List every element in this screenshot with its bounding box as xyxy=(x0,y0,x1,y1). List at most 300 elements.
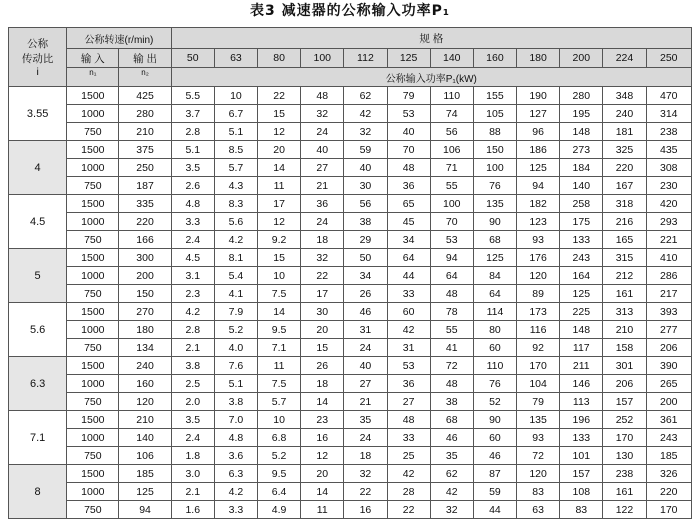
power-cell: 62 xyxy=(344,87,387,105)
power-cell: 14 xyxy=(301,483,344,501)
power-cell: 313 xyxy=(603,303,646,321)
input-speed-cell: 1500 xyxy=(67,195,119,213)
power-cell: 33 xyxy=(387,429,430,447)
input-speed-cell: 1000 xyxy=(67,267,119,285)
power-cell: 5.6 xyxy=(214,213,257,231)
table-row xyxy=(9,123,692,141)
power-cell: 5.1 xyxy=(214,375,257,393)
power-cell: 48 xyxy=(430,285,473,303)
power-cell: 100 xyxy=(430,195,473,213)
power-cell: 64 xyxy=(430,267,473,285)
power-cell: 7.5 xyxy=(258,285,301,303)
power-cell: 170 xyxy=(646,501,691,519)
power-cell: 3.7 xyxy=(171,105,214,123)
table-body xyxy=(9,87,692,519)
power-cell: 186 xyxy=(517,141,560,159)
power-cell: 45 xyxy=(387,213,430,231)
power-cell: 4.2 xyxy=(214,231,257,249)
power-cell: 34 xyxy=(344,267,387,285)
power-cell: 22 xyxy=(258,87,301,105)
size-header: 160 xyxy=(473,49,516,68)
power-cell: 217 xyxy=(646,285,691,303)
power-cell: 7.5 xyxy=(258,375,301,393)
input-speed-cell: 750 xyxy=(67,177,119,195)
size-header: 100 xyxy=(301,49,344,68)
output-speed-cell: 94 xyxy=(119,501,171,519)
table-header xyxy=(9,28,692,87)
power-cell: 200 xyxy=(646,393,691,411)
table-row xyxy=(9,249,692,267)
power-cell: 22 xyxy=(301,267,344,285)
power-cell: 94 xyxy=(517,177,560,195)
output-speed-cell: 300 xyxy=(119,249,171,267)
power-cell: 40 xyxy=(301,141,344,159)
power-cell: 123 xyxy=(517,213,560,231)
power-cell: 71 xyxy=(430,159,473,177)
power-cell: 42 xyxy=(387,465,430,483)
power-cell: 34 xyxy=(387,231,430,249)
power-cell: 60 xyxy=(473,339,516,357)
power-cell: 206 xyxy=(646,339,691,357)
size-header: 224 xyxy=(603,49,646,68)
ratio-cell: 7.1 xyxy=(9,411,67,465)
output-speed-cell: 150 xyxy=(119,285,171,303)
power-cell: 318 xyxy=(603,195,646,213)
power-cell: 3.3 xyxy=(171,213,214,231)
power-cell: 243 xyxy=(646,429,691,447)
ratio-header-line2: 传动比 xyxy=(21,53,54,65)
power-cell: 190 xyxy=(517,87,560,105)
power-cell: 122 xyxy=(603,501,646,519)
power-cell: 220 xyxy=(646,483,691,501)
ratio-cell: 6.3 xyxy=(9,357,67,411)
input-speed-cell: 1000 xyxy=(67,213,119,231)
power-cell: 32 xyxy=(344,465,387,483)
power-cell: 2.4 xyxy=(171,231,214,249)
power-cell: 9.5 xyxy=(258,321,301,339)
n1-symbol: n₁ xyxy=(67,68,119,87)
input-speed-cell: 750 xyxy=(67,447,119,465)
output-speed-cell: 166 xyxy=(119,231,171,249)
power-cell: 293 xyxy=(646,213,691,231)
power-cell: 470 xyxy=(646,87,691,105)
power-cell: 100 xyxy=(473,159,516,177)
power-cell: 16 xyxy=(344,501,387,519)
power-cell: 105 xyxy=(473,105,516,123)
power-cell: 3.5 xyxy=(171,159,214,177)
power-cell: 70 xyxy=(387,141,430,159)
power-cell: 5.2 xyxy=(258,447,301,465)
input-speed-cell: 1000 xyxy=(67,321,119,339)
power-cell: 212 xyxy=(603,267,646,285)
power-cell: 120 xyxy=(517,465,560,483)
power-cell: 35 xyxy=(344,411,387,429)
table-row xyxy=(9,267,692,285)
power-cell: 2.8 xyxy=(171,123,214,141)
power-cell: 83 xyxy=(560,501,603,519)
input-speed-cell: 1500 xyxy=(67,141,119,159)
power-cell: 116 xyxy=(517,321,560,339)
table-row xyxy=(9,411,692,429)
power-cell: 26 xyxy=(344,285,387,303)
power-cell: 157 xyxy=(603,393,646,411)
table-row xyxy=(9,339,692,357)
power-cell: 27 xyxy=(301,159,344,177)
power-cell: 125 xyxy=(560,285,603,303)
power-cell: 280 xyxy=(560,87,603,105)
power-cell: 2.1 xyxy=(171,483,214,501)
table-row xyxy=(9,483,692,501)
power-cell: 167 xyxy=(603,177,646,195)
power-cell: 41 xyxy=(430,339,473,357)
power-cell: 176 xyxy=(517,249,560,267)
power-cell: 170 xyxy=(603,429,646,447)
power-cell: 87 xyxy=(473,465,516,483)
table-row xyxy=(9,447,692,465)
power-cell: 89 xyxy=(517,285,560,303)
power-cell: 21 xyxy=(301,177,344,195)
power-cell: 146 xyxy=(560,375,603,393)
power-cell: 46 xyxy=(473,447,516,465)
output-speed-cell: 180 xyxy=(119,321,171,339)
power-cell: 30 xyxy=(344,177,387,195)
power-cell: 50 xyxy=(344,249,387,267)
table-row xyxy=(9,105,692,123)
power-cell: 155 xyxy=(473,87,516,105)
power-cell: 3.8 xyxy=(171,357,214,375)
power-cell: 265 xyxy=(646,375,691,393)
output-speed-cell: 140 xyxy=(119,429,171,447)
power-cell: 7.9 xyxy=(214,303,257,321)
power-cell: 3.8 xyxy=(214,393,257,411)
power-cell: 78 xyxy=(430,303,473,321)
input-speed-cell: 750 xyxy=(67,123,119,141)
power-cell: 410 xyxy=(646,249,691,267)
power-cell: 59 xyxy=(344,141,387,159)
size-header: 63 xyxy=(214,49,257,68)
power-cell: 22 xyxy=(344,483,387,501)
power-cell: 23 xyxy=(301,411,344,429)
output-speed-cell: 425 xyxy=(119,87,171,105)
power-cell: 72 xyxy=(517,447,560,465)
power-cell: 93 xyxy=(517,231,560,249)
power-cell: 11 xyxy=(301,501,344,519)
output-speed-cell: 200 xyxy=(119,267,171,285)
output-speed-cell: 375 xyxy=(119,141,171,159)
power-cell: 79 xyxy=(517,393,560,411)
table-row xyxy=(9,213,692,231)
power-cell: 286 xyxy=(646,267,691,285)
power-cell: 4.3 xyxy=(214,177,257,195)
power-cell: 53 xyxy=(387,105,430,123)
power-cell: 277 xyxy=(646,321,691,339)
power-cell: 65 xyxy=(387,195,430,213)
input-speed-cell: 1000 xyxy=(67,105,119,123)
ratio-header xyxy=(9,28,67,87)
power-cell: 120 xyxy=(517,267,560,285)
power-cell: 258 xyxy=(560,195,603,213)
power-cell: 5.7 xyxy=(214,159,257,177)
power-cell: 27 xyxy=(387,393,430,411)
power-cell: 140 xyxy=(560,177,603,195)
power-cell: 30 xyxy=(301,303,344,321)
power-cell: 7.0 xyxy=(214,411,257,429)
power-cell: 26 xyxy=(301,357,344,375)
power-cell: 79 xyxy=(387,87,430,105)
power-cell: 18 xyxy=(301,375,344,393)
power-cell: 133 xyxy=(560,231,603,249)
power-cell: 420 xyxy=(646,195,691,213)
power-cell: 27 xyxy=(344,375,387,393)
power-cell: 42 xyxy=(387,321,430,339)
power-cell: 31 xyxy=(387,339,430,357)
power-cell: 243 xyxy=(560,249,603,267)
power-cell: 12 xyxy=(258,213,301,231)
output-speed-cell: 210 xyxy=(119,123,171,141)
output-speed-cell: 125 xyxy=(119,483,171,501)
power-cell: 206 xyxy=(603,375,646,393)
power-cell: 32 xyxy=(344,123,387,141)
size-header: 200 xyxy=(560,49,603,68)
power-cell: 44 xyxy=(387,267,430,285)
power-cell: 308 xyxy=(646,159,691,177)
power-cell: 161 xyxy=(603,483,646,501)
output-speed-cell: 250 xyxy=(119,159,171,177)
power-cell: 221 xyxy=(646,231,691,249)
output-speed-cell: 210 xyxy=(119,411,171,429)
power-cell: 80 xyxy=(473,321,516,339)
power-cell: 1.6 xyxy=(171,501,214,519)
output-speed-cell: 160 xyxy=(119,375,171,393)
power-cell: 55 xyxy=(430,177,473,195)
input-speed-cell: 1500 xyxy=(67,303,119,321)
power-cell: 21 xyxy=(344,393,387,411)
power-cell: 63 xyxy=(517,501,560,519)
power-cell: 2.4 xyxy=(171,429,214,447)
power-cell: 74 xyxy=(430,105,473,123)
size-header: 180 xyxy=(517,49,560,68)
power-cell: 29 xyxy=(344,231,387,249)
power-cell: 14 xyxy=(258,159,301,177)
n2-symbol: n₂ xyxy=(119,68,171,87)
power-cell: 2.8 xyxy=(171,321,214,339)
power-cell: 325 xyxy=(603,141,646,159)
power-cell: 68 xyxy=(473,231,516,249)
power-cell: 314 xyxy=(646,105,691,123)
power-cell: 108 xyxy=(560,483,603,501)
output-speed-cell: 270 xyxy=(119,303,171,321)
power-cell: 40 xyxy=(344,159,387,177)
power-cell: 125 xyxy=(473,249,516,267)
power-cell: 161 xyxy=(603,285,646,303)
power-cell: 170 xyxy=(517,357,560,375)
power-cell: 175 xyxy=(560,213,603,231)
power-cell: 76 xyxy=(473,375,516,393)
output-speed-cell: 220 xyxy=(119,213,171,231)
power-cell: 64 xyxy=(387,249,430,267)
power-cell: 17 xyxy=(258,195,301,213)
table-row xyxy=(9,465,692,483)
power-cell: 130 xyxy=(603,447,646,465)
table-row xyxy=(9,87,692,105)
power-cell: 24 xyxy=(344,339,387,357)
input-speed-cell: 750 xyxy=(67,231,119,249)
power-cell: 60 xyxy=(387,303,430,321)
input-speed-cell: 1000 xyxy=(67,375,119,393)
size-header: 50 xyxy=(171,49,214,68)
power-cell: 210 xyxy=(603,321,646,339)
power-cell: 96 xyxy=(517,123,560,141)
ratio-cell: 8 xyxy=(9,465,67,519)
power-cell: 2.5 xyxy=(171,375,214,393)
table-row xyxy=(9,159,692,177)
power-cell: 5.7 xyxy=(258,393,301,411)
input-speed-cell: 1500 xyxy=(67,411,119,429)
power-cell: 7.6 xyxy=(214,357,257,375)
power-cell: 3.3 xyxy=(214,501,257,519)
power-cell: 211 xyxy=(560,357,603,375)
power-cell: 48 xyxy=(430,375,473,393)
power-cell: 10 xyxy=(258,267,301,285)
power-cell: 90 xyxy=(473,213,516,231)
power-cell: 301 xyxy=(603,357,646,375)
spec-header: 规 格 xyxy=(171,28,691,49)
power-cell: 125 xyxy=(517,159,560,177)
power-cell: 28 xyxy=(387,483,430,501)
power-cell: 6.3 xyxy=(214,465,257,483)
table-row xyxy=(9,285,692,303)
power-cell: 48 xyxy=(387,159,430,177)
power-cell: 38 xyxy=(430,393,473,411)
power-cell: 127 xyxy=(517,105,560,123)
power-cell: 181 xyxy=(603,123,646,141)
input-speed-header: 输 入 xyxy=(67,49,119,68)
ratio-header-line3: i xyxy=(36,66,39,78)
power-cell: 6.4 xyxy=(258,483,301,501)
power-cell: 106 xyxy=(430,141,473,159)
power-cell: 32 xyxy=(301,249,344,267)
power-cell: 14 xyxy=(301,393,344,411)
power-cell: 8.3 xyxy=(214,195,257,213)
power-cell: 12 xyxy=(301,447,344,465)
power-cell: 435 xyxy=(646,141,691,159)
input-speed-cell: 1000 xyxy=(67,483,119,501)
power-cell: 3.1 xyxy=(171,267,214,285)
power-cell: 2.3 xyxy=(171,285,214,303)
power-cell: 101 xyxy=(560,447,603,465)
power-cell: 3.0 xyxy=(171,465,214,483)
power-cell: 88 xyxy=(473,123,516,141)
table-row xyxy=(9,141,692,159)
power-cell: 4.2 xyxy=(171,303,214,321)
power-cell: 20 xyxy=(301,321,344,339)
table-row xyxy=(9,357,692,375)
size-header: 112 xyxy=(344,49,387,68)
table-row xyxy=(9,195,692,213)
power-cell: 40 xyxy=(387,123,430,141)
power-cell: 158 xyxy=(603,339,646,357)
power-cell: 10 xyxy=(214,87,257,105)
power-cell: 164 xyxy=(560,267,603,285)
power-cell: 55 xyxy=(430,321,473,339)
table-row xyxy=(9,375,692,393)
power-cell: 114 xyxy=(473,303,516,321)
input-speed-cell: 750 xyxy=(67,501,119,519)
power-cell: 56 xyxy=(344,195,387,213)
power-cell: 11 xyxy=(258,177,301,195)
power-cell: 361 xyxy=(646,411,691,429)
size-header: 140 xyxy=(430,49,473,68)
power-cell: 92 xyxy=(517,339,560,357)
table-row xyxy=(9,429,692,447)
power-cell: 35 xyxy=(430,447,473,465)
power-cell: 42 xyxy=(430,483,473,501)
power-cell: 24 xyxy=(301,123,344,141)
power-cell: 182 xyxy=(517,195,560,213)
power-cell: 56 xyxy=(430,123,473,141)
power-cell: 135 xyxy=(473,195,516,213)
power-cell: 20 xyxy=(301,465,344,483)
power-cell: 12 xyxy=(258,123,301,141)
input-speed-cell: 750 xyxy=(67,393,119,411)
power-cell: 9.2 xyxy=(258,231,301,249)
power-rating-table xyxy=(8,27,692,519)
power-cell: 225 xyxy=(560,303,603,321)
power-cell: 15 xyxy=(258,105,301,123)
input-speed-cell: 1500 xyxy=(67,465,119,483)
table-row xyxy=(9,501,692,519)
power-cell: 31 xyxy=(344,321,387,339)
power-cell: 1.8 xyxy=(171,447,214,465)
input-speed-cell: 750 xyxy=(67,339,119,357)
ratio-cell: 4.5 xyxy=(9,195,67,249)
power-cell: 53 xyxy=(387,357,430,375)
power-cell: 15 xyxy=(301,339,344,357)
power-cell: 240 xyxy=(603,105,646,123)
power-cell: 117 xyxy=(560,339,603,357)
power-cell: 18 xyxy=(344,447,387,465)
power-cell: 64 xyxy=(473,285,516,303)
power-cell: 230 xyxy=(646,177,691,195)
power-cell: 33 xyxy=(387,285,430,303)
power-cell: 44 xyxy=(473,501,516,519)
power-cell: 5.5 xyxy=(171,87,214,105)
power-cell: 20 xyxy=(258,141,301,159)
power-cell: 216 xyxy=(603,213,646,231)
power-cell: 348 xyxy=(603,87,646,105)
input-speed-cell: 1500 xyxy=(67,249,119,267)
table-row xyxy=(9,321,692,339)
input-speed-cell: 1500 xyxy=(67,87,119,105)
power-cell: 150 xyxy=(473,141,516,159)
power-cell: 46 xyxy=(344,303,387,321)
power-cell: 84 xyxy=(473,267,516,285)
power-cell: 68 xyxy=(430,411,473,429)
power-cell: 93 xyxy=(517,429,560,447)
power-cell: 8.1 xyxy=(214,249,257,267)
power-cell: 252 xyxy=(603,411,646,429)
power-cell: 94 xyxy=(430,249,473,267)
power-cell: 83 xyxy=(517,483,560,501)
power-cell: 60 xyxy=(473,429,516,447)
power-cell: 72 xyxy=(430,357,473,375)
power-cell: 133 xyxy=(560,429,603,447)
power-cell: 70 xyxy=(430,213,473,231)
power-cell: 38 xyxy=(344,213,387,231)
table-row xyxy=(9,303,692,321)
input-speed-cell: 1000 xyxy=(67,429,119,447)
size-header: 125 xyxy=(387,49,430,68)
